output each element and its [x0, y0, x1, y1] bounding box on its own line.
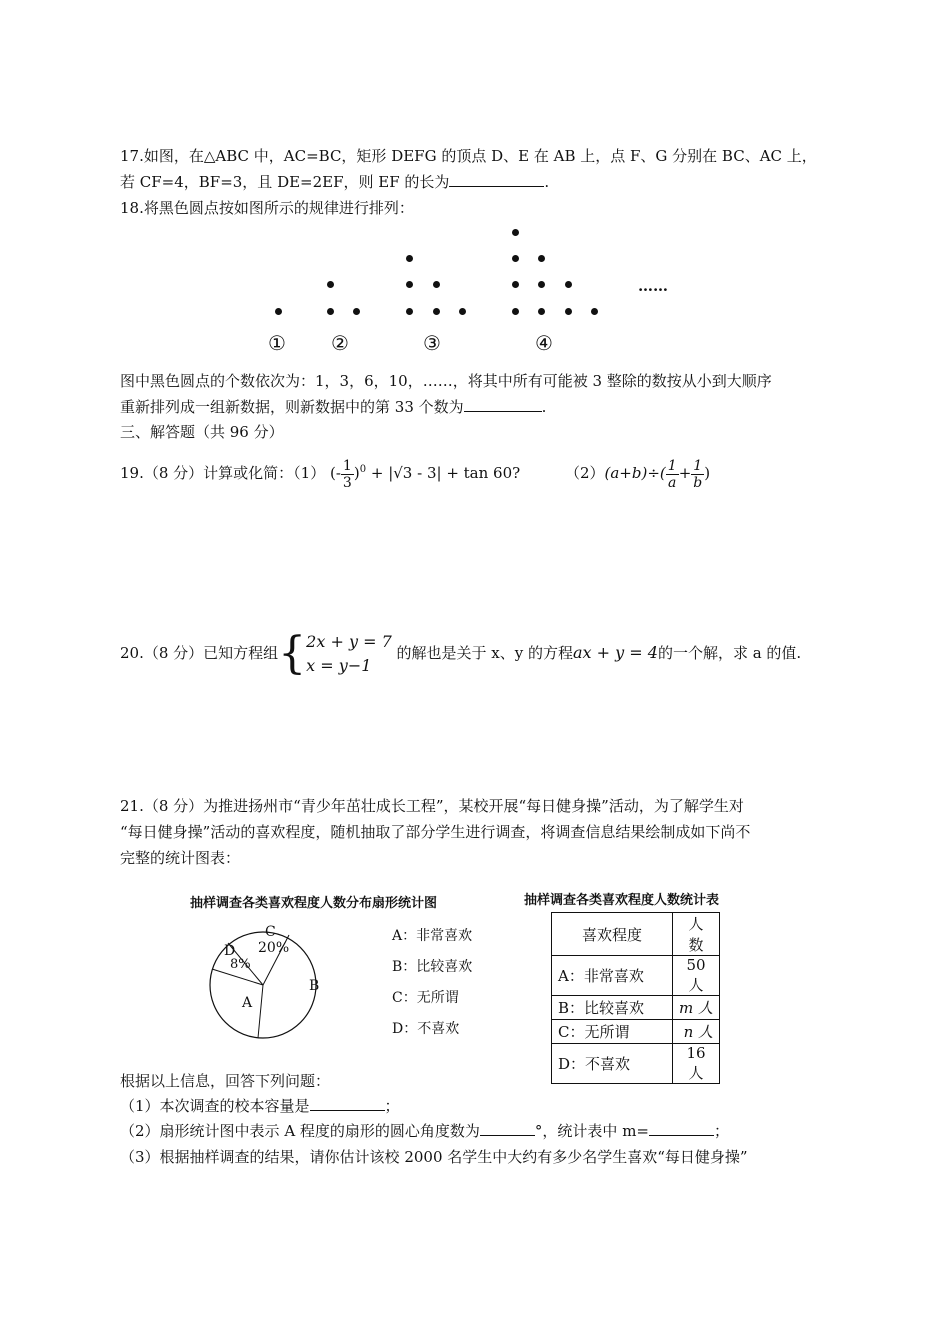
table-row — [552, 996, 720, 1020]
ellipsis: …… — [638, 277, 668, 295]
equation: ax + y = 4 — [573, 643, 658, 662]
q18-text: 重新排列成一组新数据，则新数据中的第 33 个数为 — [120, 398, 464, 416]
q19 — [120, 450, 710, 493]
dot — [591, 308, 598, 315]
equation: x = y−1 — [306, 656, 372, 675]
math: ) — [353, 464, 360, 482]
q18-line3 — [120, 397, 546, 417]
slice-pct-d: 8% — [230, 957, 251, 972]
math: ) — [704, 464, 711, 482]
figure-label-4: ④ — [535, 331, 553, 355]
table-cell: C：无所谓 — [552, 1020, 673, 1044]
figure-label-1: ① — [268, 331, 286, 355]
equation-system — [306, 630, 392, 678]
table-header-row — [552, 913, 720, 956]
figure-label-3: ③ — [423, 331, 441, 355]
q20 — [120, 628, 801, 678]
dot — [565, 281, 572, 288]
dot — [512, 308, 519, 315]
denominator: b — [693, 474, 703, 491]
q20-text: 的解也是关于 x、y 的方程 — [396, 644, 574, 662]
numerator: 1 — [693, 457, 703, 474]
q21-line1: 21.（8 分）为推进扬州市“青少年茁壮成长工程”，某校开展“每日健身操”活动，为了解学生对 — [120, 797, 744, 815]
table-title: 抽样调查各类喜欢程度人数统计表 — [524, 893, 720, 908]
math: (- — [330, 464, 341, 482]
q18-line1: 18.将黑色圆点按如图所示的规律进行排列： — [120, 199, 414, 217]
brace: { — [278, 628, 307, 679]
header-cell: 喜欢程度 — [552, 913, 673, 956]
legend-d: D：不喜欢 — [392, 1021, 460, 1037]
dot — [538, 308, 545, 315]
table-cell: n 人 — [673, 1020, 720, 1044]
q17-line2 — [120, 172, 549, 192]
dot — [275, 308, 282, 315]
exponent: 0 — [359, 464, 367, 475]
q21-sub1 — [120, 1096, 400, 1116]
section-heading: 三、解答题（共 96 分） — [120, 423, 284, 441]
q21-line2: “每日健身操”活动的喜欢程度，随机抽取了部分学生进行调查，将调查信息结果绘制成如下尚不 — [120, 823, 751, 841]
dot — [565, 308, 572, 315]
math: (a+b)÷( — [604, 464, 666, 482]
table-cell: m 人 — [673, 996, 720, 1020]
answer-blank — [310, 1096, 385, 1111]
table-row — [552, 1020, 720, 1044]
dot — [538, 255, 545, 262]
dot — [459, 308, 466, 315]
q21-sub3: （3）根据抽样调查的结果，请你估计该校 2000 名学生中大约有多少名学生喜欢“每日健身操” — [120, 1148, 748, 1166]
q18-line2: 图中黑色圆点的个数依次为：1，3，6，10，……，将其中所有可能被 3 整除的数按从小到大顺序 — [120, 372, 772, 390]
table-row — [552, 956, 720, 996]
q19-part2-label: （2） — [564, 464, 605, 482]
stats-table — [551, 912, 720, 1084]
table-cell: 16人 — [673, 1044, 720, 1084]
dot — [433, 308, 440, 315]
answer-blank — [449, 172, 544, 187]
equation: 2x + y = 7 — [306, 632, 392, 651]
dot — [406, 281, 413, 288]
slice-label-b: B — [309, 978, 320, 994]
sub2-text: °，统计表中 m= — [534, 1122, 649, 1140]
legend-a: A：非常喜欢 — [392, 928, 473, 944]
fraction — [341, 458, 354, 491]
dot — [512, 255, 519, 262]
table-cell: A：非常喜欢 — [552, 956, 673, 996]
q20-label: 20.（8 分）已知方程组 — [120, 644, 279, 662]
answer-blank — [649, 1121, 714, 1136]
period: . — [544, 173, 550, 191]
sub1-text: （1）本次调查的校本容量是 — [120, 1097, 310, 1115]
pie-chart-title: 抽样调查各类喜欢程度人数分布扇形统计图 — [190, 896, 438, 911]
answer-blank — [480, 1121, 535, 1136]
denominator: 3 — [342, 474, 352, 491]
dot — [538, 281, 545, 288]
slice-pct-c: 20% — [258, 940, 290, 956]
header-cell: 人 数 — [673, 913, 720, 956]
sub2-text: （2）扇形统计图中表示 A 程度的扇形的圆心角度数为 — [120, 1122, 480, 1140]
q21-line3: 完整的统计图表： — [120, 849, 241, 867]
fraction — [666, 458, 679, 491]
dot — [512, 281, 519, 288]
period: . — [541, 398, 547, 416]
numerator: 1 — [342, 457, 352, 474]
table-cell: 50人 — [673, 956, 720, 996]
q21-ask: 根据以上信息，回答下列问题： — [120, 1072, 331, 1090]
slice-label-a: A — [242, 995, 253, 1011]
answer-blank — [464, 397, 542, 412]
punct: ； — [384, 1097, 400, 1115]
denominator: a — [668, 474, 677, 491]
dot — [327, 281, 334, 288]
punct: ； — [713, 1122, 729, 1140]
math: + — [678, 464, 692, 482]
table-cell: B：比较喜欢 — [552, 996, 673, 1020]
q17-text: 若 CF=4，BF=3，且 DE=2EF，则 EF 的长为 — [120, 173, 450, 191]
slice-label-d: D — [224, 943, 236, 959]
q21-sub2 — [120, 1121, 729, 1141]
legend-b: B：比较喜欢 — [392, 959, 473, 975]
dot — [512, 229, 519, 236]
table-row — [552, 1044, 720, 1084]
dot — [353, 308, 360, 315]
figure-label-2: ② — [331, 331, 349, 355]
legend-c: C：无所谓 — [392, 990, 459, 1006]
table-cell: D：不喜欢 — [552, 1044, 673, 1084]
q17-line1: 17.如图，在△ABC 中，AC=BC，矩形 DEFG 的顶点 D、E 在 AB 上，点 F、G 分别在 BC、AC 上， — [120, 147, 817, 165]
dot — [327, 308, 334, 315]
slice-label-c: C — [265, 924, 276, 940]
numerator: 1 — [667, 457, 677, 474]
fraction — [691, 458, 704, 491]
dot — [406, 308, 413, 315]
dot — [433, 281, 440, 288]
q19-label: 19.（8 分）计算或化简：（1） — [120, 464, 326, 482]
q20-text: 的一个解，求 a 的值. — [657, 644, 802, 662]
math: + |√3 - 3| + tan 60? — [370, 464, 521, 482]
slice-boundary-ab — [258, 985, 263, 1038]
dot — [406, 255, 413, 262]
